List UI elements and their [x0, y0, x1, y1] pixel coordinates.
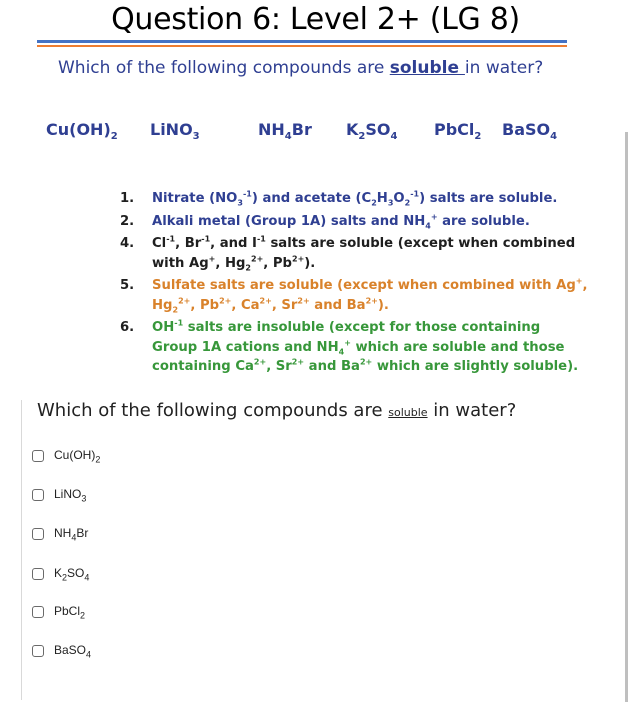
compound-cuoh2: $Cu(OH)_2$ — [46, 120, 118, 143]
rule-text-alkali: Alkali metal (Group 1A) salts and $NH_4^+$ are soluble. — [152, 212, 530, 231]
quiz-question-suffix: in water? — [427, 400, 517, 421]
option-lino3[interactable] — [32, 487, 86, 503]
option-checkbox[interactable] — [32, 568, 44, 580]
rule-item: 6. $OH^{-1}$ salts are insoluble (except for those containing Group 1A cations and $NH_4^+$ which are soluble and those containing $Ca^{2+}$, $Sr^{2+}$ and $Ba^{2+}$ which are slightly soluble). — [120, 318, 590, 377]
option-label: $Cu(OH)_2$ — [54, 448, 101, 465]
scrollbar[interactable] — [625, 132, 628, 702]
option-checkbox[interactable] — [32, 450, 44, 462]
rule-text-sulfate: Sulfate salts are soluble (except when combined with Ag+, $Hg_2^{2+}$, $Pb^{2+}$, $Ca^{2+}$, $Sr^{2+}$ and $Ba^{2+}$). — [152, 276, 588, 315]
quiz-left-border — [21, 400, 22, 700]
compound-lino3: LiNO$_3$ — [150, 120, 200, 143]
option-k2so4[interactable] — [32, 566, 89, 582]
option-checkbox[interactable] — [32, 489, 44, 501]
option-pbcl2[interactable] — [32, 604, 85, 620]
option-checkbox[interactable] — [32, 528, 44, 540]
slide-question-suffix: in water? — [464, 58, 544, 78]
rule-text-hydroxide: $OH^{-1}$ salts are insoluble (except for those containing Group 1A cations and $NH_4^+$ which are soluble and those containing $Ca^{2+}$, $Sr^{2+}$ and $Ba^{2+}$ which are slightly soluble). — [152, 318, 579, 374]
title-divider-blue — [37, 40, 567, 43]
option-checkbox[interactable] — [32, 645, 44, 657]
compound-nh4br: $NH_4Br$ — [258, 120, 312, 143]
option-label: BaSO$_4$ — [54, 643, 92, 660]
slide-question-prefix: Which of the following compounds are — [58, 58, 390, 78]
slide-question-emphasis: soluble — [389, 58, 465, 78]
option-label: $K_2SO_4$ — [54, 566, 90, 583]
rule-item: 1. Nitrate $(NO_3^{-1})$ and acetate $(C_2H_3O_2^{-1})$ salts are soluble. — [120, 189, 590, 209]
rule-item: 5. Sulfate salts are soluble (except when combined with Ag+, $Hg_2^{2+}$, $Pb^{2+}$, $Ca^{2+}$, $Sr^{2+}$ and $Ba^{2+}$). — [120, 276, 590, 315]
quiz-question-emphasis: soluble — [388, 406, 428, 419]
title-divider-orange — [37, 45, 567, 47]
option-cuoh2[interactable] — [32, 448, 100, 464]
rule-item: 4. $Cl^{-1}$, $Br^{-1}$, and $I^{-1}$ salts are soluble (except when combined with Ag+, $Hg_2^{2+}$, $Pb^{2+}$). — [120, 234, 590, 273]
compound-baso4: BaSO$_4$ — [502, 120, 558, 143]
quiz-question-prefix: Which of the following compounds are — [37, 400, 389, 421]
option-label: LiNO$_3$ — [54, 487, 87, 504]
compound-k2so4: $K_2SO_4$ — [346, 120, 398, 143]
option-label: $NH_4Br$ — [54, 526, 89, 543]
rule-text-nitrate: Nitrate $(NO_3^{-1})$ and acetate $(C_2H_3O_2^{-1})$ salts are soluble. — [152, 189, 558, 208]
rule-text-halides: $Cl^{-1}$, $Br^{-1}$, and $I^{-1}$ salts are soluble (except when combined with Ag+, $Hg_2^{2+}$, $Pb^{2+}$). — [152, 234, 576, 273]
compound-pbcl2: PbCl$_2$ — [434, 120, 482, 143]
slide-title: Question 6: Level 2+ (LG 8) — [111, 2, 520, 37]
option-nh4br[interactable] — [32, 526, 88, 542]
option-checkbox[interactable] — [32, 606, 44, 618]
quiz-question — [37, 400, 516, 421]
option-baso4[interactable] — [32, 643, 91, 659]
rule-item: 2. Alkali metal (Group 1A) salts and $NH_4^+$ are soluble. — [120, 212, 590, 232]
solubility-rules-list — [120, 189, 590, 380]
option-label: PbCl$_2$ — [54, 604, 86, 621]
slide-question — [58, 58, 543, 78]
